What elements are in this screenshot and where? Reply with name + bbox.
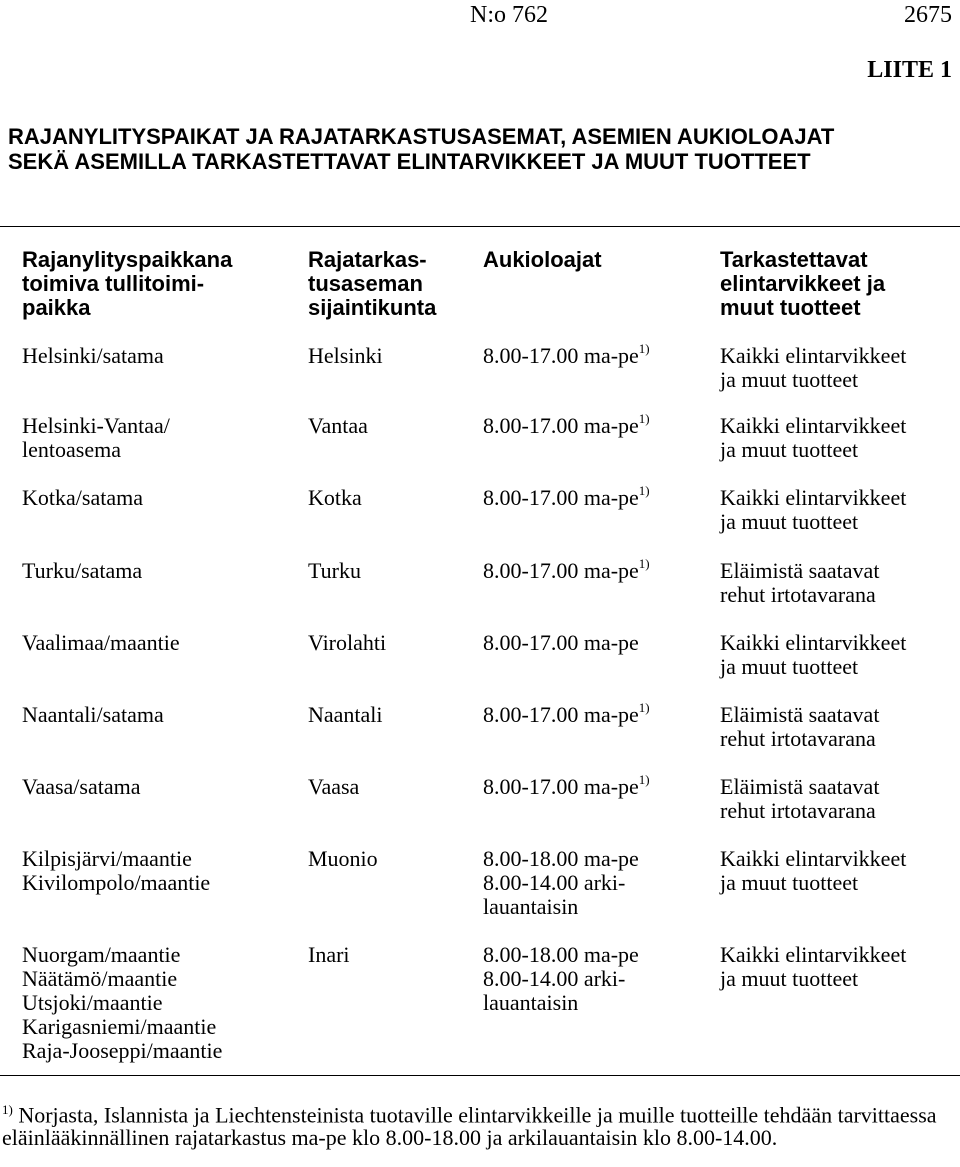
cell-text: Kaikki elintarvikkeet	[720, 630, 907, 655]
table-cell-products	[720, 943, 906, 991]
table-cell-line	[720, 655, 906, 679]
cell-text: ja muut tuotteet	[720, 367, 859, 392]
table-cell-place	[22, 559, 142, 583]
cell-text: ja muut tuotteet	[720, 966, 859, 991]
cell-text: Naantali	[308, 702, 383, 727]
table-cell-hours	[483, 699, 650, 727]
cell-text: 8.00-17.00 ma-pe	[483, 343, 639, 368]
table-cell-line	[22, 1039, 222, 1063]
table-cell-products	[720, 486, 906, 534]
cell-text: 8.00-14.00 arki-	[483, 966, 626, 991]
footnote-reference: 1)	[638, 555, 650, 571]
table-cell-line	[22, 703, 164, 727]
column-header-line: tusaseman	[308, 271, 423, 296]
table-cell-line	[483, 771, 650, 799]
cell-text: Vantaa	[308, 413, 368, 438]
table-cell-line	[483, 631, 639, 655]
table-cell-line	[720, 727, 879, 751]
table-cell-municipality	[308, 486, 362, 510]
table-bottom-rule	[0, 1075, 960, 1076]
column-header-line: paikka	[22, 295, 91, 320]
table-cell-line	[22, 775, 141, 799]
table-cell-line	[22, 438, 170, 462]
table-cell-line	[22, 943, 222, 967]
cell-text: Nuorgam/maantie	[22, 942, 181, 967]
footnote-reference: 1)	[638, 340, 650, 356]
table-cell-line	[720, 559, 879, 583]
cell-text: 8.00-17.00 ma-pe	[483, 558, 639, 583]
table-cell-products	[720, 559, 879, 607]
footnote	[2, 1098, 952, 1149]
cell-text: Utsjoki/maantie	[22, 990, 163, 1015]
cell-text: Näätämö/maantie	[22, 966, 178, 991]
column-header-line: toimiva tullitoimi-	[22, 271, 205, 296]
table-cell-hours	[483, 847, 639, 919]
table-cell-line	[483, 991, 639, 1015]
cell-text: Kaikki elintarvikkeet	[720, 846, 907, 871]
table-cell-place	[22, 847, 210, 895]
column-header-line: Rajanylityspaikkana	[22, 247, 233, 272]
table-cell-line	[308, 414, 368, 438]
cell-text: Helsinki	[308, 343, 383, 368]
cell-text: 8.00-17.00 ma-pe	[483, 702, 639, 727]
table-cell-line	[483, 410, 650, 438]
cell-text: 8.00-17.00 ma-pe	[483, 630, 639, 655]
cell-text: Turku/satama	[22, 558, 143, 583]
cell-text: Vaasa/satama	[22, 774, 141, 799]
column-header-line: sijaintikunta	[308, 295, 437, 320]
table-cell-line	[22, 559, 142, 583]
cell-text: Helsinki-Vantaa/	[22, 413, 170, 438]
cell-text: Vaalimaa/maantie	[22, 630, 180, 655]
column-header	[483, 248, 602, 272]
table-cell-place	[22, 943, 222, 1063]
document-title	[8, 124, 834, 174]
page-number: 2675	[904, 2, 952, 28]
table-cell-hours	[483, 340, 650, 368]
column-header-line: elintarvikkeet ja	[720, 271, 886, 296]
cell-text: ja muut tuotteet	[720, 437, 859, 462]
table-top-rule	[0, 226, 960, 227]
column-header	[22, 248, 232, 320]
table-cell-products	[720, 847, 906, 895]
table-cell-line	[22, 991, 222, 1015]
table-cell-products	[720, 775, 879, 823]
table-cell-municipality	[308, 847, 378, 871]
table-cell-line	[22, 344, 164, 368]
table-cell-line	[483, 895, 639, 919]
cell-text: Kotka/satama	[22, 485, 143, 510]
table-cell-line	[720, 967, 906, 991]
table-cell-municipality	[308, 344, 383, 368]
cell-text: 8.00-14.00 arki-	[483, 870, 626, 895]
cell-text: rehut irtotavarana	[720, 582, 876, 607]
table-cell-line	[22, 631, 180, 655]
cell-text: Kotka	[308, 485, 362, 510]
table-cell-municipality	[308, 559, 361, 583]
cell-text: ja muut tuotteet	[720, 870, 859, 895]
table-cell-line	[720, 775, 879, 799]
cell-text: Turku	[308, 558, 361, 583]
cell-text: Raja-Jooseppi/maantie	[22, 1038, 223, 1063]
table-cell-place	[22, 631, 180, 655]
cell-text: rehut irtotavarana	[720, 798, 876, 823]
table-cell-line	[720, 583, 879, 607]
table-cell-line	[483, 482, 650, 510]
table-cell-hours	[483, 771, 650, 799]
cell-text: Muonio	[308, 846, 378, 871]
table-cell-municipality	[308, 703, 383, 727]
table-cell-line	[308, 631, 386, 655]
cell-text: 8.00-17.00 ma-pe	[483, 774, 639, 799]
column-header-line: muut tuotteet	[720, 295, 861, 320]
table-cell-line	[483, 555, 650, 583]
title-line: SEKÄ ASEMILLA TARKASTETTAVAT ELINTARVIKKEET JA MUUT TUOTTEET	[8, 149, 811, 174]
table-cell-line	[22, 871, 210, 895]
table-cell-line	[22, 1015, 222, 1039]
table-cell-place	[22, 486, 143, 510]
column-header-line: Tarkastettavat	[720, 247, 868, 272]
table-cell-line	[720, 438, 906, 462]
cell-text: Eläimistä saatavat	[720, 774, 880, 799]
table-cell-line	[720, 344, 906, 368]
cell-text: Helsinki/satama	[22, 343, 164, 368]
column-header	[720, 248, 885, 320]
table-cell-line	[22, 847, 210, 871]
table-cell-hours	[483, 555, 650, 583]
table-cell-line	[720, 414, 906, 438]
cell-text: rehut irtotavarana	[720, 726, 876, 751]
table-cell-line	[483, 699, 650, 727]
page-header-doc-number: N:o 762	[470, 2, 548, 28]
cell-text: ja muut tuotteet	[720, 509, 859, 534]
table-cell-line	[483, 340, 650, 368]
table-cell-hours	[483, 482, 650, 510]
cell-text: Inari	[308, 942, 350, 967]
cell-text: Karigasniemi/maantie	[22, 1014, 217, 1039]
table-cell-line	[308, 703, 383, 727]
table-cell-line	[483, 967, 639, 991]
table-cell-municipality	[308, 943, 350, 967]
table-cell-line	[720, 703, 879, 727]
table-cell-municipality	[308, 414, 368, 438]
table-cell-line	[308, 943, 350, 967]
annex-label: LIITE 1	[867, 57, 952, 83]
table-cell-line	[308, 775, 359, 799]
footnote-reference: 1)	[638, 699, 650, 715]
cell-text: Kaikki elintarvikkeet	[720, 942, 907, 967]
table-cell-hours	[483, 943, 639, 1015]
cell-text: Eläimistä saatavat	[720, 558, 880, 583]
table-cell-hours	[483, 631, 639, 655]
table-cell-line	[720, 486, 906, 510]
table-cell-products	[720, 344, 906, 392]
table-cell-line	[720, 943, 906, 967]
table-cell-line	[483, 871, 639, 895]
table-cell-products	[720, 703, 879, 751]
cell-text: lauantaisin	[483, 990, 579, 1015]
table-cell-municipality	[308, 631, 386, 655]
table-cell-line	[720, 799, 879, 823]
cell-text: Kivilompolo/maantie	[22, 870, 211, 895]
cell-text: Kaikki elintarvikkeet	[720, 343, 907, 368]
cell-text: Kilpisjärvi/maantie	[22, 846, 192, 871]
footnote-reference: 1)	[638, 410, 650, 426]
table-cell-line	[720, 871, 906, 895]
table-cell-products	[720, 631, 906, 679]
table-cell-line	[720, 847, 906, 871]
footnote-reference: 1)	[638, 482, 650, 498]
table-cell-line	[308, 559, 361, 583]
cell-text: ja muut tuotteet	[720, 654, 859, 679]
table-cell-line	[22, 967, 222, 991]
cell-text: 8.00-17.00 ma-pe	[483, 413, 639, 438]
cell-text: Naantali/satama	[22, 702, 164, 727]
table-cell-place	[22, 703, 164, 727]
table-cell-place	[22, 775, 141, 799]
table-cell-line	[308, 344, 383, 368]
footnote-marker: 1)	[2, 1102, 13, 1117]
table-cell-line	[22, 486, 143, 510]
cell-text: Vaasa	[308, 774, 360, 799]
table-cell-line	[720, 368, 906, 392]
title-line: RAJANYLITYSPAIKAT JA RAJATARKASTUSASEMAT, ASEMIEN AUKIOLOAJAT	[8, 124, 835, 149]
table-cell-hours	[483, 410, 650, 438]
table-cell-products	[720, 414, 906, 462]
table-cell-line	[22, 414, 170, 438]
table-cell-line	[720, 510, 906, 534]
table-cell-line	[308, 847, 378, 871]
table-cell-municipality	[308, 775, 359, 799]
cell-text: Kaikki elintarvikkeet	[720, 413, 907, 438]
column-header-line: Rajatarkas-	[308, 247, 427, 272]
table-cell-line	[308, 486, 362, 510]
cell-text: 8.00-18.00 ma-pe	[483, 942, 639, 967]
footnote-reference: 1)	[638, 771, 650, 787]
cell-text: Virolahti	[308, 630, 387, 655]
cell-text: Kaikki elintarvikkeet	[720, 485, 907, 510]
cell-text: lauantaisin	[483, 894, 579, 919]
column-header	[308, 248, 436, 320]
table-cell-place	[22, 414, 170, 462]
column-header-line: Aukioloajat	[483, 247, 602, 272]
table-cell-line	[720, 631, 906, 655]
cell-text: 8.00-18.00 ma-pe	[483, 846, 639, 871]
table-cell-place	[22, 344, 164, 368]
table-cell-line	[483, 847, 639, 871]
table-cell-line	[483, 943, 639, 967]
cell-text: 8.00-17.00 ma-pe	[483, 485, 639, 510]
cell-text: Eläimistä saatavat	[720, 702, 880, 727]
cell-text: lentoasema	[22, 437, 121, 462]
footnote-text: Norjasta, Islannista ja Liechtensteinista tuotaville elintarvikkeille ja muille tuotteille tehdään tarvittaessa eläinlääkinnällinen rajatarkastus ma-pe klo 8.00-18.00 ja arkilauantaisin klo 8.00-14.00.	[2, 1102, 937, 1151]
